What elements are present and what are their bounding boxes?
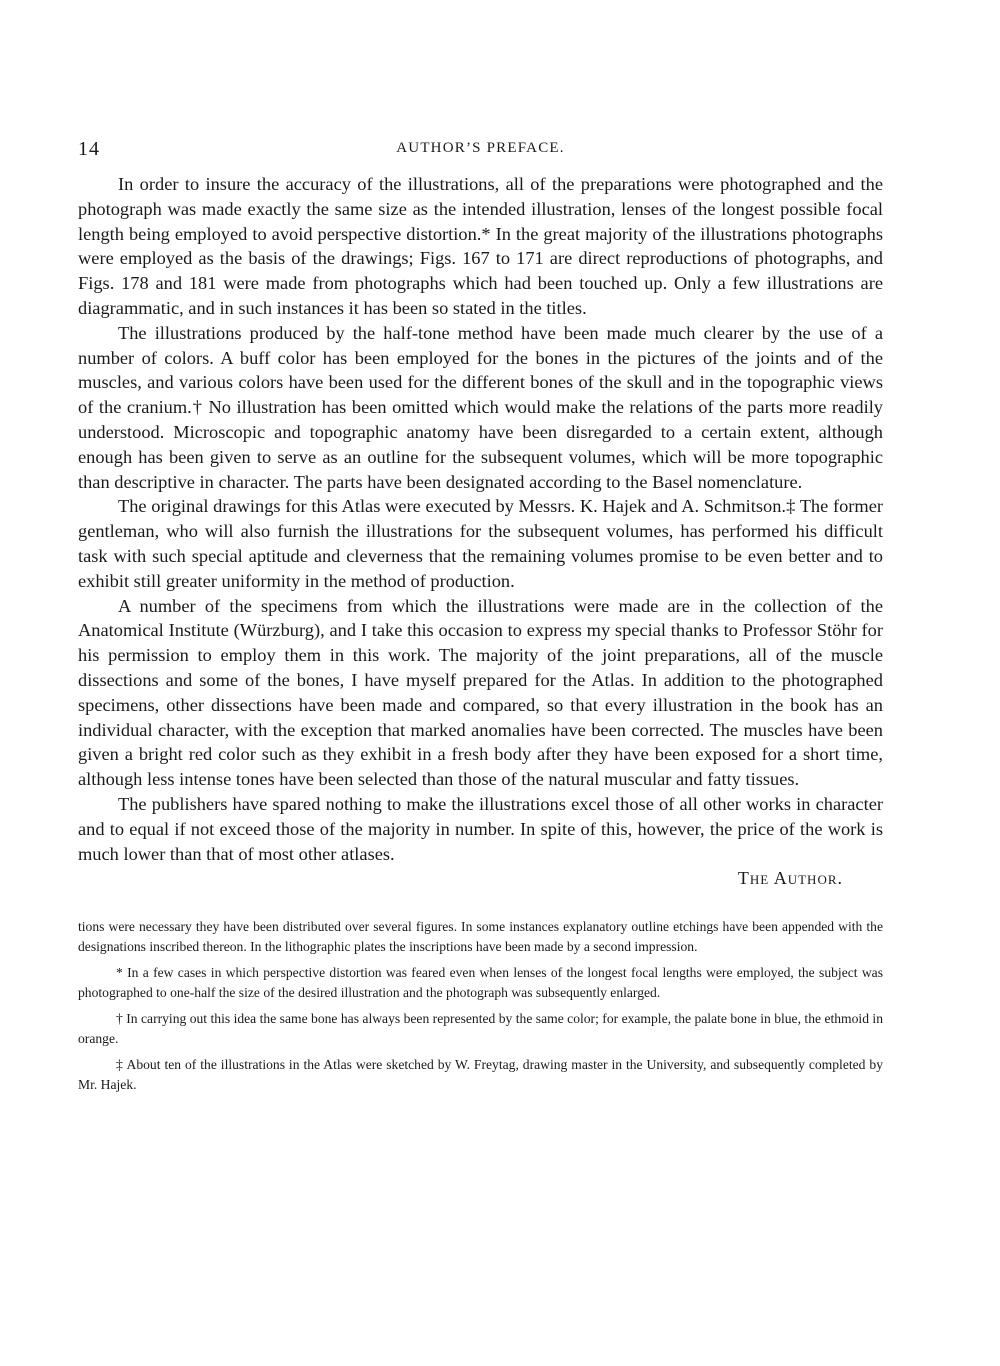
page-title: AUTHOR’S PREFACE. [396, 140, 565, 156]
preface-body [78, 172, 883, 866]
footnotes [78, 917, 883, 1095]
running-head [78, 138, 883, 172]
paragraph-specimens: A number of the specimens from which the illustrations were made are in the collection of the Anatomical Institute (Würzburg), and I take this occasion to express my special thanks to Professor Stöhr for his permission to employ them in this work. The majority of the joint preparations, all of the muscle dissections and some of the bones, I have myself prepared for the Atlas. In addition to the photographed specimens, other dissections have been made and compared, so that every illustration in the book has an individual character, with the exception that marked anomalies have been corrected. The muscles have been given a bright red color such as they exhibit in a fresh body after they have been exposed for a short time, although less intense tones have been selected than those of the natural muscular and fatty tissues. [78, 595, 883, 790]
paragraph-accuracy: In order to insure the accuracy of the illustrations, all of the preparations were photographed and the photograph was made exactly the same size as the intended illustration, lenses of the longest possible focal length being employed to avoid perspective distortion.* In the great majority of the illustrations photographs were employed as the basis of the drawings; Figs. 167 to 171 are direct reproductions of photographs, and Figs. 178 and 181 were made from photographs which had been touched up. Only a few illustrations are diagrammatic, and in such instances it has been so stated in the titles. [78, 174, 883, 318]
footnote-dagger: † In carrying out this idea the same bone has always been represented by the same color; for example, the palate bone in blue, the ethmoid in orange. [78, 1011, 883, 1047]
paragraph-publishers: The publishers have spared nothing to make the illustrations excel those of all other works in character and to equal if not exceed those of the majority in number. In spite of this, however, the price of the work is much lower than that of most other atlases. [78, 793, 883, 864]
page [78, 138, 883, 1101]
paragraph-drawings: The original drawings for this Atlas were executed by Messrs. K. Hajek and A. Schmitson.‡ The former gentleman, who will also furnish the illustrations for the subsequent volumes, has performed his difficult task with such special aptitude and cleverness that the remaining volumes promise to be even better and to exhibit still greater uniformity in the method of production. [78, 496, 883, 591]
paragraph-colors: The illustrations produced by the half-tone method have been made much clearer by the use of a number of colors. A buff color has been employed for the bones in the pictures of the joints and of the muscles, and various colors have been used for the different bones of the skull and in the topographic views of the cranium.† No illustration has been omitted which would make the relations of the parts more readily understood. Microscopic and topographic anatomy have been disregarded to a certain extent, although enough has been given to serve as an outline for the subsequent volumes, which will be more topographic than descriptive in character. The parts have been designated according to the Basel nomenclature. [78, 322, 883, 492]
footnote-continuation: tions were necessary they have been distributed over several figures. In some instances explanatory outline etchings have been appended with the designations inscribed thereon. In the lithographic plates the inscriptions have been made by a second impression. [78, 919, 883, 955]
page-number: 14 [78, 138, 100, 160]
footnote-asterisk: * In a few cases in which perspective distortion was feared even when lenses of the longest focal lengths were employed, the subject was photographed to one-half the size of the desired illustration and the photograph was subsequently enlarged. [78, 965, 883, 1001]
footnote-double-dagger: ‡ About ten of the illustrations in the Atlas were sketched by W. Freytag, drawing master in the University, and subsequently completed by Mr. Hajek. [78, 1057, 883, 1093]
author-signature: The Author. [737, 868, 843, 889]
